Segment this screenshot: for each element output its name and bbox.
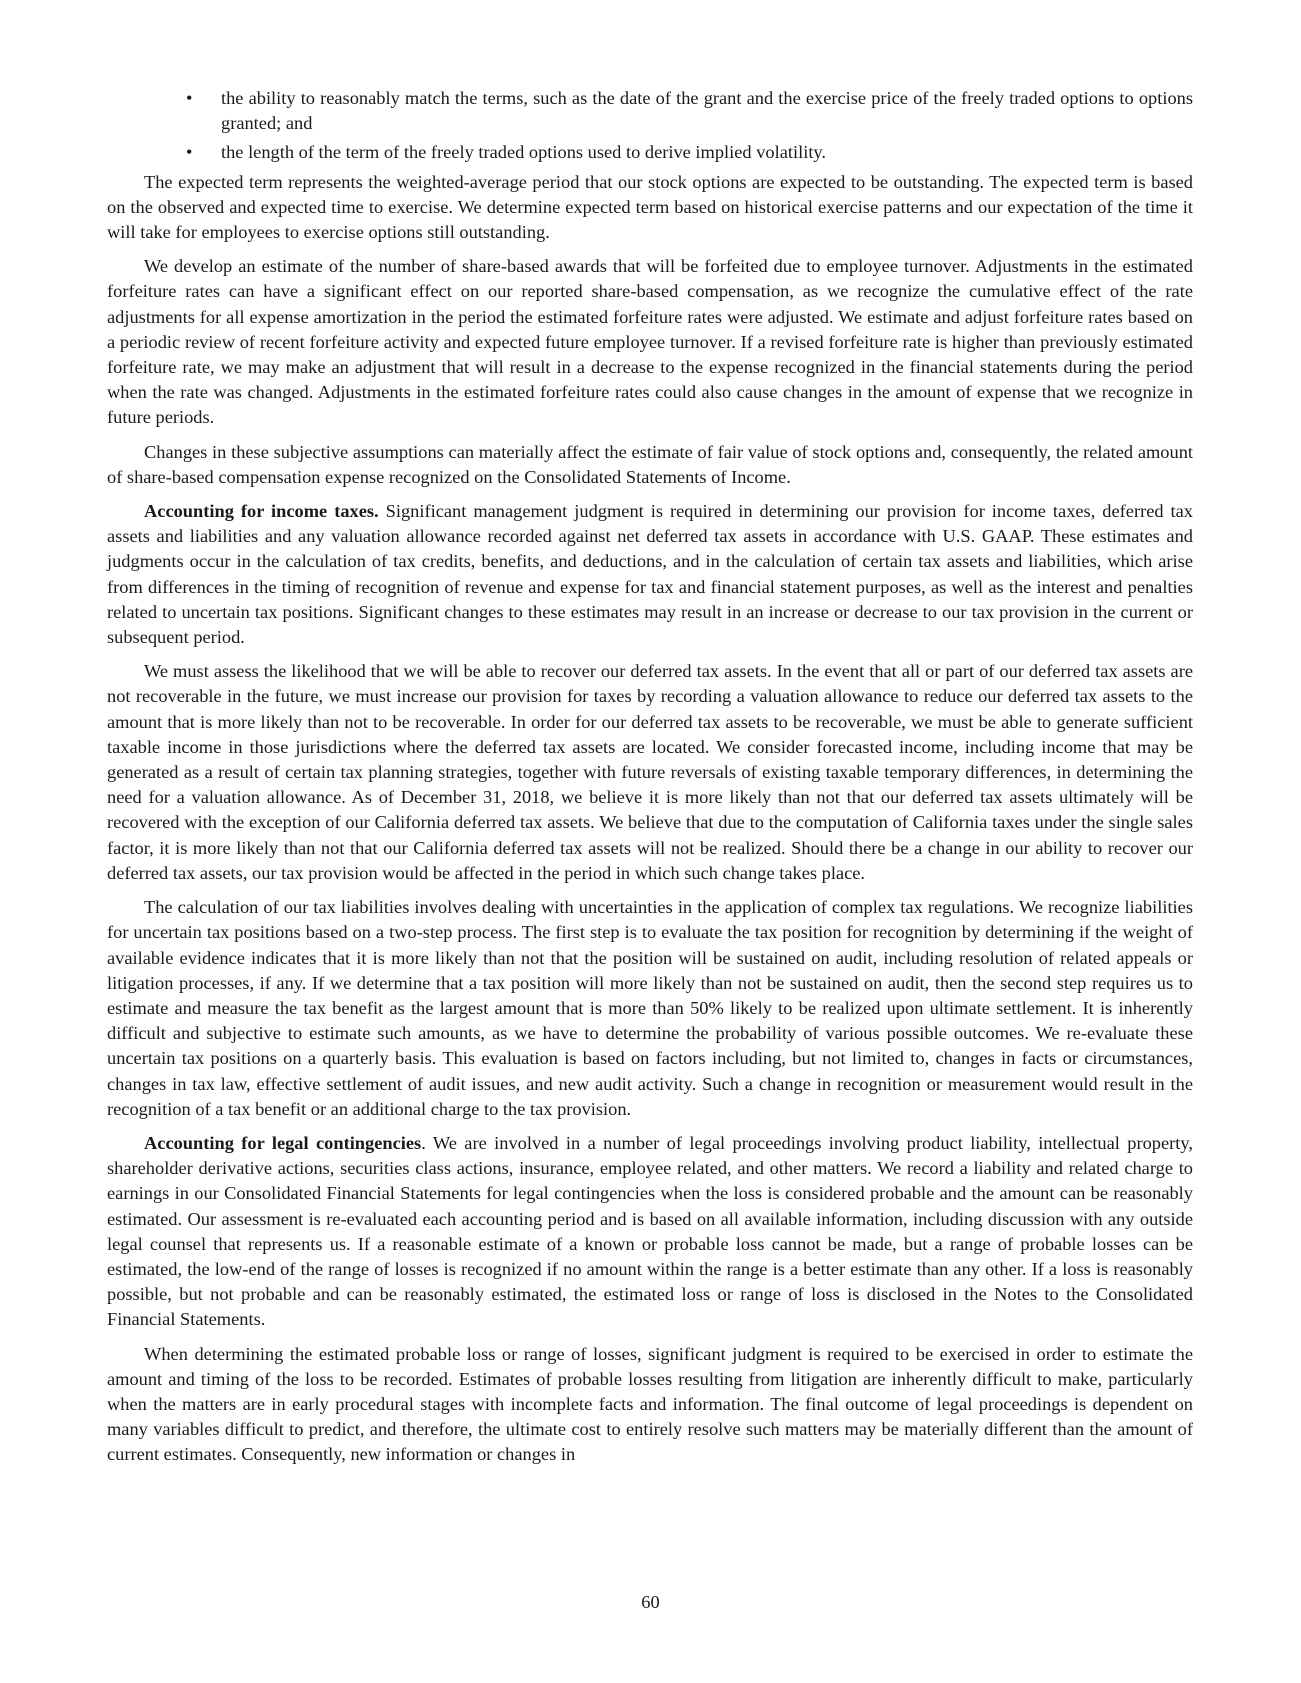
bullet-text: the length of the term of the freely traded options used to derive implied volatility. [221, 142, 827, 163]
page-number: 60 [641, 1592, 660, 1612]
bullet-text: the ability to reasonably match the terms, such as the date of the grant and the exercise price of the freely traded options to options granted; and [221, 88, 1193, 134]
paragraph-assumptions [107, 440, 1193, 490]
section-heading-income-taxes: Accounting for income taxes. [144, 501, 379, 522]
paragraph-expected-term [107, 170, 1193, 246]
paragraph-text: Significant management judgment is required in determining our provision for income taxes, deferred tax assets and liabilities and any valuation allowance recorded against net deferred tax assets in accordance with U.S. GAAP. These estimates and judgments occur in the calculation of tax credits, benefits, and deductions, and in the calculation of certain tax assets and liabilities, which arise from differences in the timing of recognition of revenue and expense for tax and financial statement purposes, as well as the interest and penalties related to uncertain tax positions. Significant changes to these estimates may result in an increase or decrease to our tax provision in the current or subsequent period. [107, 501, 1194, 648]
bullet-item [107, 140, 1193, 165]
bullet-item [107, 86, 1193, 136]
bullet-dot: • [186, 142, 193, 163]
paragraph-legal-contingencies [107, 1131, 1193, 1333]
paragraph-tax-liabilities [107, 895, 1193, 1122]
paragraph-text: . We are involved in a number of legal proceedings involving product liability, intellectual property, shareholder derivative actions, securities class actions, insurance, employee related, and other matters. We record a liability and related charge to earnings in our Consolidated Financial Statements for legal contingencies when the loss is considered probable and the amount can be reasonably estimated. Our assessment is re-evaluated each accounting period and is based on all available information, including discussion with any outside legal counsel that represents us. If a reasonable estimate of a known or probable loss cannot be made, but a range of probable losses can be estimated, the low-end of the range of losses is recognized if no amount within the range is a better estimate than any other. If a loss is reasonably possible, but not probable and can be reasonably estimated, the estimated loss or range of loss is disclosed in the Notes to the Consolidated Financial Statements. [107, 1132, 1193, 1330]
bullet-dot: • [186, 88, 193, 108]
document-page [107, 86, 1193, 1477]
paragraph-text: When determining the estimated probable loss or range of losses, significant judgment is required to be exercised in order to estimate the amount and timing of the loss to be recorded. Estimates of probable losses resulting from litigation are inherently difficult to make, particularly when the matters are in early procedural stages with incomplete facts and information. The final outcome of legal proceedings is dependent on many variables difficult to predict, and therefore, the ultimate cost to entirely resolve such matters may be materially different than the amount of current estimates. Consequently, new information or changes in [107, 1343, 1193, 1465]
paragraph-probable-loss [107, 1342, 1193, 1468]
paragraph-text: The expected term represents the weighted-average period that our stock options are expected to be outstanding. The expected term is based on the observed and expected time to exercise. We determine expected term based on historical exercise patterns and our expectation of the time it will take for employees to exercise options still outstanding. [107, 171, 1193, 243]
paragraph-text: We must assess the likelihood that we will be able to recover our deferred tax assets. In the event that all or part of our deferred tax assets are not recoverable in the future, we must increase our provision for taxes by recording a valuation allowance to reduce our deferred tax assets to the amount that is more likely than not to be recoverable. In order for our deferred tax assets to be recoverable, we must be able to generate sufficient taxable income in those jurisdictions where the deferred tax assets are located. We consider forecasted income, including income that may be generated as a result of certain tax planning strategies, together with future reversals of existing taxable temporary differences, in determining the need for a valuation allowance. As of December 31, 2018, we believe it is more likely than not that our deferred tax assets ultimately will be recovered with the exception of our California deferred tax assets. We believe that due to the computation of California taxes under the single sales factor, it is more likely than not that our California deferred tax assets will not be realized. Should there be a change in our ability to recover our deferred tax assets, our tax provision would be affected in the period in which such change takes place. [107, 661, 1193, 883]
paragraph-text: We develop an estimate of the number of share-based awards that will be forfeited due to employee turnover. Adjustments in the estimated forfeiture rates can have a significant effect on our reported share-based compensation, as we recognize the cumulative effect of the rate adjustments for all expense amortization in the period the estimated forfeiture rates were adjusted. We estimate and adjust forfeiture rates based on a periodic review of recent forfeiture activity and expected future employee turnover. If a revised forfeiture rate is higher than previously estimated forfeiture rate, we may make an adjustment that will result in a decrease to the expense recognized in the financial statements during the period when the rate was changed. Adjustments in the estimated forfeiture rates could also cause changes in the amount of expense that we recognize in future periods. [107, 256, 1193, 428]
paragraph-forfeiture [107, 254, 1193, 430]
paragraph-text: Changes in these subjective assumptions can materially affect the estimate of fair value of stock options and, consequently, the related amount of share-based compensation expense recognized on the Consolidated Statements of Income. [107, 441, 1193, 487]
paragraph-deferred-tax [107, 659, 1193, 886]
section-heading-legal-contingencies: Accounting for legal contingencies [144, 1132, 422, 1153]
bullet-list [107, 86, 1193, 166]
paragraph-income-taxes [107, 499, 1193, 650]
paragraph-text: The calculation of our tax liabilities involves dealing with uncertainties in the application of complex tax regulations. We recognize liabilities for uncertain tax positions based on a two-step process. The first step is to evaluate the tax position for recognition by determining if the weight of available evidence indicates that it is more likely than not that the position will be sustained on audit, including resolution of related appeals or litigation processes, if any. If we determine that a tax position will more likely than not be sustained on audit, then the second step requires us to estimate and measure the tax benefit as the largest amount that is more than 50% likely to be realized upon ultimate settlement. It is inherently difficult and subjective to estimate such amounts, as we have to determine the probability of various possible outcomes. We re-evaluate these uncertain tax positions on a quarterly basis. This evaluation is based on factors including, but not limited to, changes in facts or circumstances, changes in tax law, effective settlement of audit issues, and new audit activity. Such a change in recognition or measurement would result in the recognition of a tax benefit or an additional charge to the tax provision. [107, 897, 1193, 1119]
